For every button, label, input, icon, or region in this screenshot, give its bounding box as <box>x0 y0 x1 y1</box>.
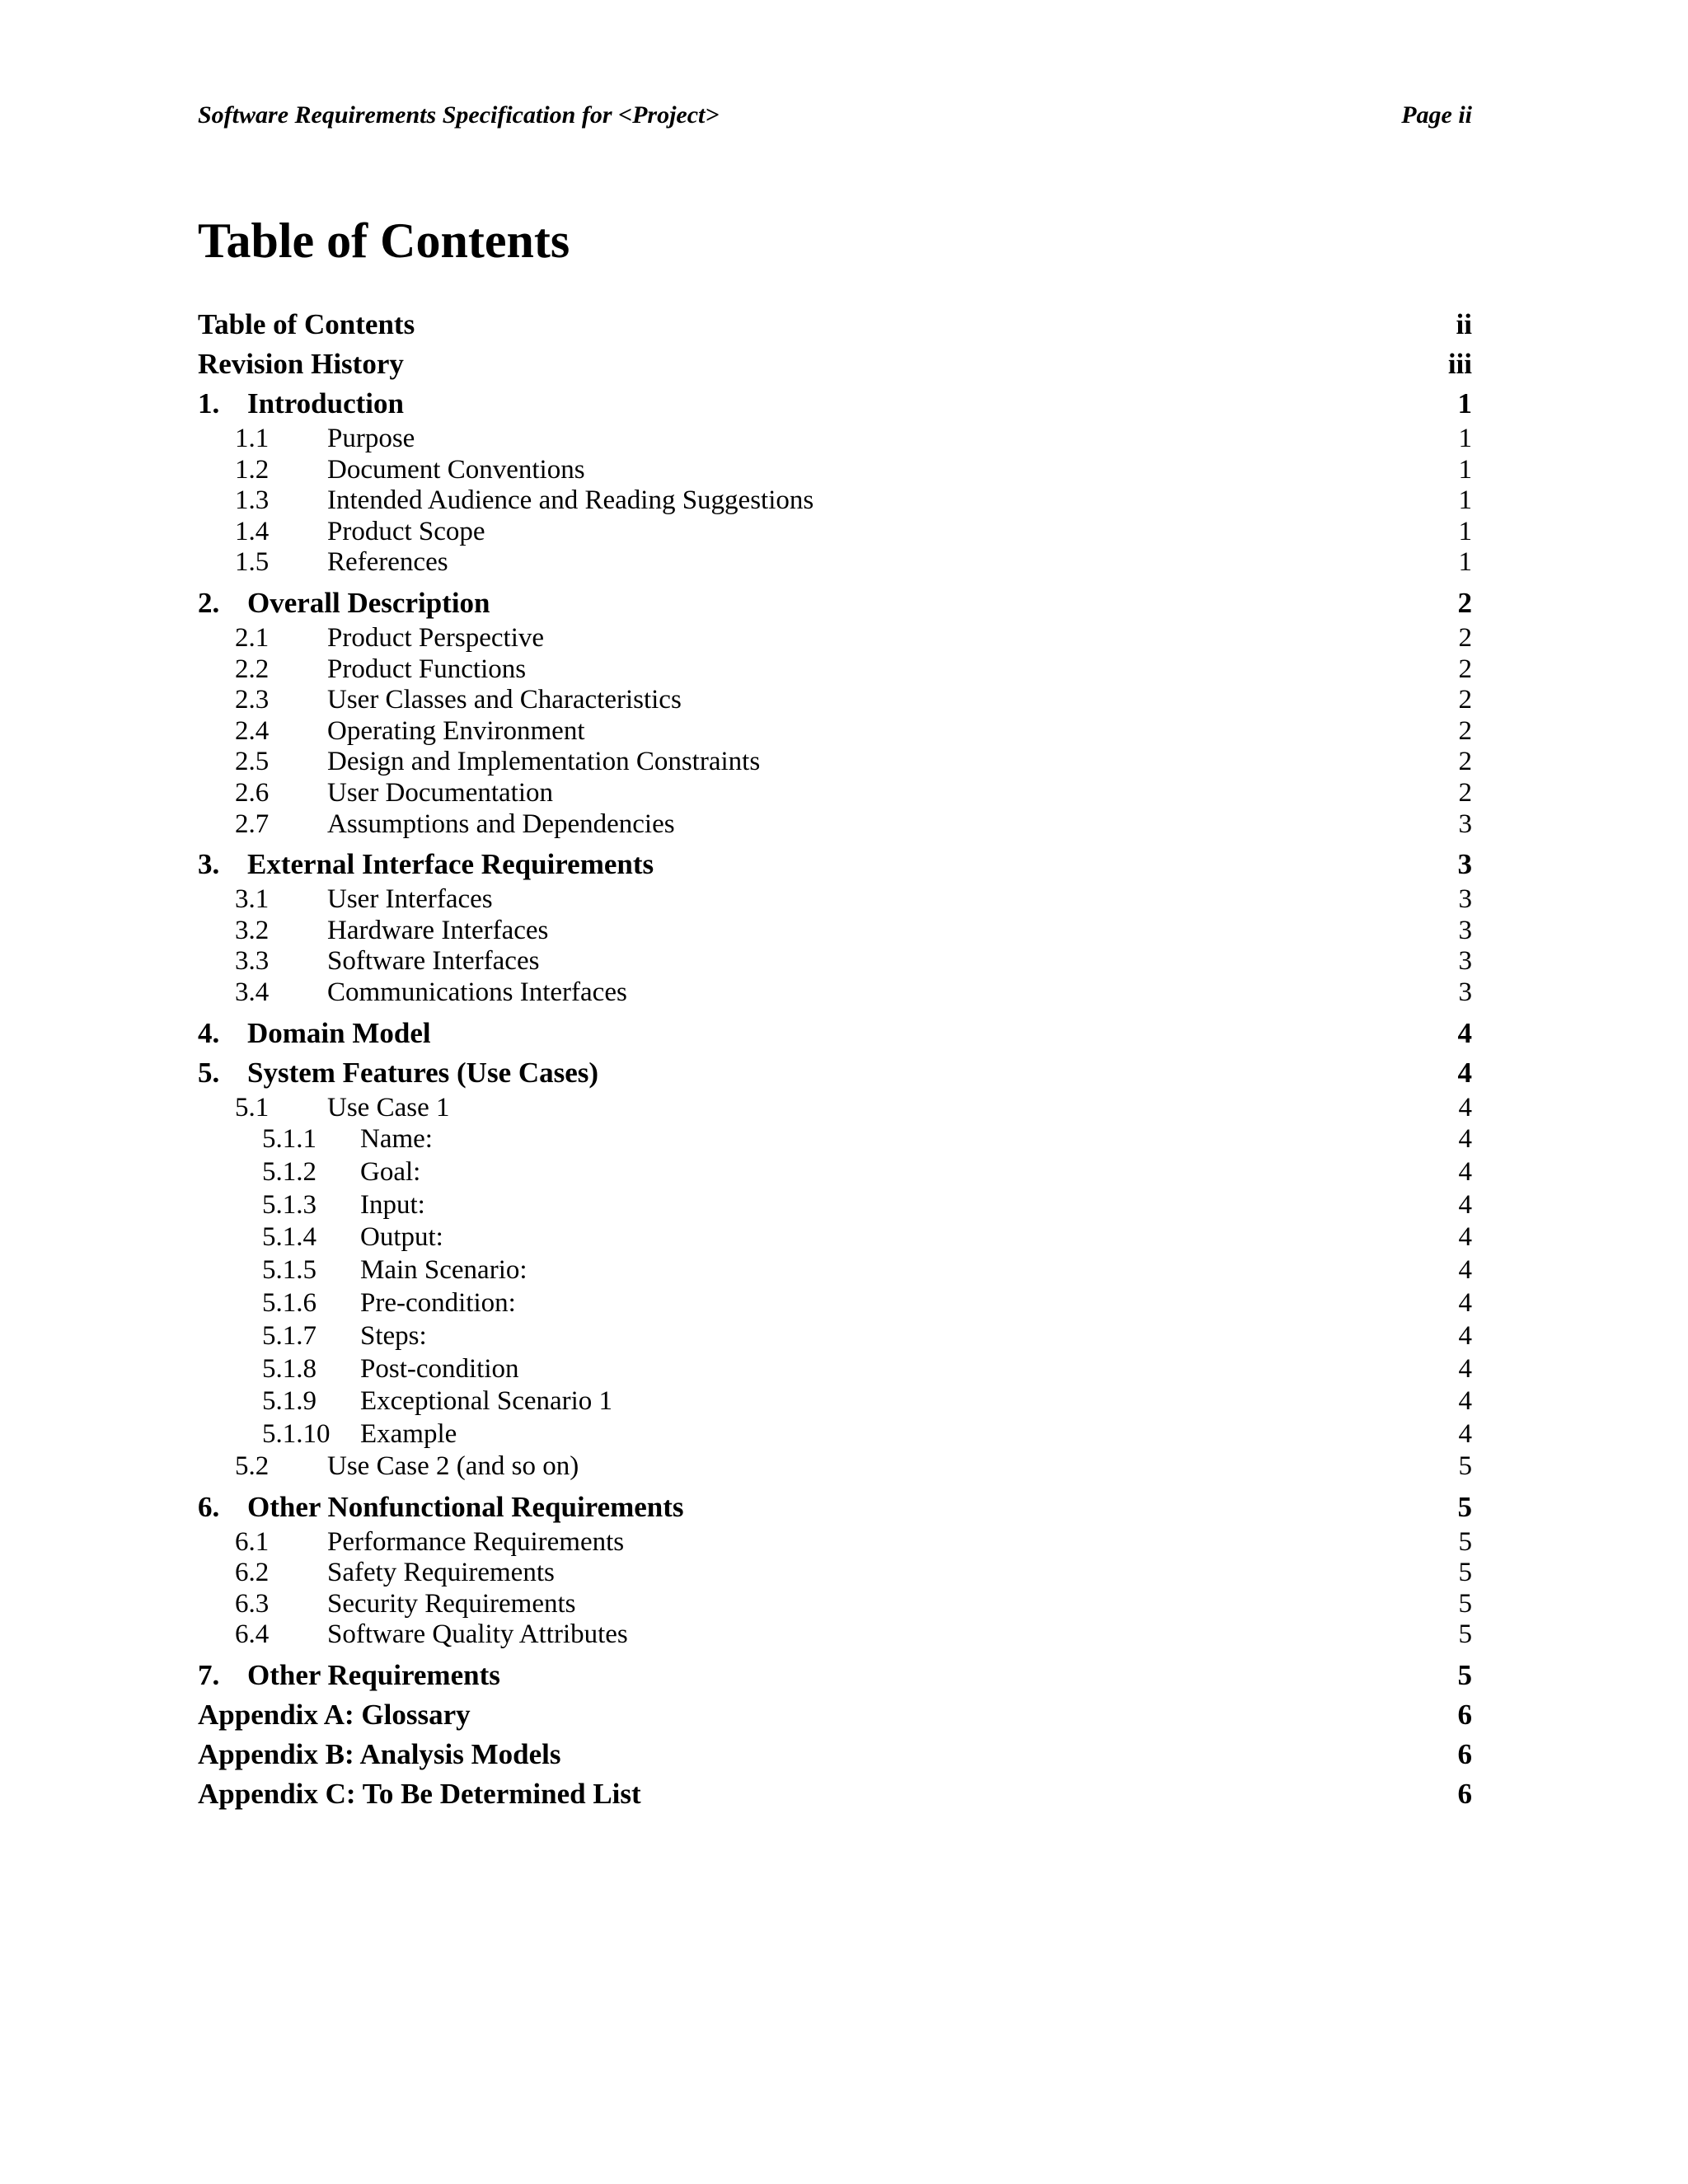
toc-entry-level-3[interactable] <box>198 1418 1472 1451</box>
toc-entry-page: 5 <box>1458 1619 1472 1650</box>
toc-entry-page: 4 <box>1458 1124 1472 1155</box>
toc-entry-page: 3 <box>1458 884 1472 915</box>
toc-entry-label: Other Nonfunctional Requirements <box>247 1490 684 1523</box>
toc-entry-page: 4 <box>1457 1016 1472 1049</box>
toc-entry-page: 2 <box>1458 715 1472 746</box>
toc-entry-level-3[interactable] <box>198 1189 1472 1222</box>
toc-entry-number: 2. <box>198 586 220 619</box>
toc-entry-number: 5.1.9 <box>262 1386 316 1417</box>
toc-entry-page: 3 <box>1458 808 1472 839</box>
toc-entry-level-2[interactable] <box>198 485 1472 517</box>
toc-entry-page: 4 <box>1458 1189 1472 1220</box>
header-document-title: Software Requirements Specification for <Project> <box>198 101 720 129</box>
toc-entry-label: Use Case 2 (and so on) <box>327 1451 579 1482</box>
toc-entry-number: 2.1 <box>235 622 270 653</box>
toc-entry-number: 6.4 <box>235 1619 270 1650</box>
toc-entry-label: Purpose <box>327 424 415 453</box>
toc-entry-label: Hardware Interfaces <box>327 915 549 945</box>
toc-entry-number: 5.1.2 <box>262 1156 316 1187</box>
toc-entry-page: 2 <box>1458 685 1472 715</box>
toc-entry-label: Performance Requirements <box>327 1526 625 1557</box>
toc-entry-level-2[interactable] <box>198 685 1472 716</box>
toc-entry-level-1[interactable] <box>198 1735 1472 1774</box>
toc-entry-label: Other Requirements <box>247 1659 500 1692</box>
toc-entry-number: 5.1.1 <box>262 1124 316 1155</box>
toc-entry-level-3[interactable] <box>198 1385 1472 1418</box>
toc-entry-number: 5.1.7 <box>262 1320 316 1351</box>
toc-entry-level-3[interactable] <box>198 1221 1472 1254</box>
toc-entry-page: 5 <box>1457 1490 1472 1523</box>
toc-entry-label: Document Conventions <box>327 454 585 485</box>
toc-entry-page: 6 <box>1457 1738 1472 1771</box>
toc-entry-page: 1 <box>1458 454 1472 485</box>
toc-entry-level-2[interactable] <box>198 977 1472 1009</box>
toc-entry-number: 5.1.4 <box>262 1222 316 1253</box>
toc-entry-label: Example <box>360 1419 457 1450</box>
toc-entry-number: 1. <box>198 387 220 419</box>
toc-entry-label: Goal: <box>360 1156 421 1187</box>
toc-entry-page: 3 <box>1458 946 1472 977</box>
toc-entry-page: 3 <box>1458 977 1472 1007</box>
toc-entry-level-1[interactable] <box>198 305 1472 344</box>
toc-entry-page: 6 <box>1457 1778 1472 1811</box>
toc-entry-page: 4 <box>1458 1419 1472 1450</box>
toc-entry-number: 2.4 <box>235 715 270 746</box>
toc-entry-label: System Features (Use Cases) <box>247 1056 599 1089</box>
toc-entry-label: Product Scope <box>327 516 485 546</box>
toc-entry-level-1[interactable] <box>198 1695 1472 1735</box>
toc-entry-level-2[interactable] <box>198 1527 1472 1558</box>
toc-entry-label: Overall Description <box>247 586 490 619</box>
toc-entry-number: 5.1.5 <box>262 1255 316 1286</box>
toc-entry-page: 2 <box>1458 777 1472 808</box>
toc-heading: Table of Contents <box>198 213 570 268</box>
toc-entry-level-2[interactable] <box>198 916 1472 947</box>
toc-entry-label: Output: <box>360 1222 443 1253</box>
toc-entry-number: 6.2 <box>235 1558 270 1588</box>
toc-entry-level-3[interactable] <box>198 1123 1472 1156</box>
toc-entry-label: User Classes and Characteristics <box>327 685 682 715</box>
toc-entry-label: Security Requirements <box>327 1588 576 1619</box>
toc-entry-label: Input: <box>360 1189 425 1220</box>
toc-entry-label: References <box>327 547 448 578</box>
toc-entry-number: 2.7 <box>235 808 270 839</box>
toc-entry-page: 1 <box>1458 424 1472 453</box>
toc-entry-page: ii <box>1456 308 1472 340</box>
toc-entry-page: 4 <box>1458 1386 1472 1417</box>
toc-entry-level-1[interactable] <box>198 1053 1472 1093</box>
toc-entry-number: 5.2 <box>235 1451 270 1482</box>
toc-entry-label: Communications Interfaces <box>327 977 627 1007</box>
toc-entry-level-2[interactable] <box>198 455 1472 486</box>
toc-entry-label: Post-condition <box>360 1353 519 1384</box>
toc-entry-number: 2.3 <box>235 685 270 715</box>
toc-entry-page: 6 <box>1457 1699 1472 1732</box>
toc-entry-level-3[interactable] <box>198 1156 1472 1189</box>
toc-entry-level-2[interactable] <box>198 1451 1472 1483</box>
page-header <box>198 99 1472 132</box>
toc-entry-number: 2.2 <box>235 654 270 684</box>
toc-entry-label: External Interface Requirements <box>247 848 654 881</box>
toc-entry-page: iii <box>1447 348 1472 380</box>
toc-entry-label: Product Functions <box>327 654 527 684</box>
toc-entry-page: 4 <box>1458 1092 1472 1122</box>
toc-entry-label: Steps: <box>360 1320 427 1351</box>
toc-entry-label: Revision History <box>198 348 404 380</box>
toc-entry-page: 2 <box>1458 747 1472 777</box>
toc-entry-page: 4 <box>1458 1255 1472 1286</box>
toc-entry-page: 4 <box>1458 1320 1472 1351</box>
toc-entry-level-2[interactable] <box>198 1093 1472 1124</box>
toc-entry-level-1[interactable] <box>198 845 1472 884</box>
toc-entry-level-2[interactable] <box>198 1619 1472 1651</box>
toc-entry-page: 5 <box>1458 1588 1472 1619</box>
toc-entry-level-1[interactable] <box>198 1014 1472 1053</box>
header-page-number: Page ii <box>1401 101 1472 129</box>
toc-entry-page: 1 <box>1457 387 1472 419</box>
toc-entry-label: Table of Contents <box>198 308 415 340</box>
toc-entry-level-3[interactable] <box>198 1353 1472 1386</box>
toc-entry-label: User Documentation <box>327 777 554 808</box>
toc-entry-level-1[interactable] <box>198 1656 1472 1695</box>
toc-entry-level-3[interactable] <box>198 1254 1472 1287</box>
toc-entry-label: Pre-condition: <box>360 1288 516 1319</box>
toc-entry-number: 6.1 <box>235 1526 270 1557</box>
toc-entry-label: User Interfaces <box>327 884 493 915</box>
toc-entry-number: 5. <box>198 1056 220 1089</box>
toc-entry-level-1[interactable] <box>198 583 1472 623</box>
toc-entry-page: 5 <box>1457 1659 1472 1692</box>
toc-entry-level-2[interactable] <box>198 424 1472 455</box>
toc-entry-level-3[interactable] <box>198 1320 1472 1353</box>
toc-entry-page: 5 <box>1458 1451 1472 1482</box>
toc-entry-level-1[interactable] <box>198 1488 1472 1527</box>
toc-entry-number: 4. <box>198 1016 220 1049</box>
toc-entry-label: Assumptions and Dependencies <box>327 808 675 839</box>
toc-entry-label: Appendix B: Analysis Models <box>198 1738 561 1771</box>
toc-entry-level-2[interactable] <box>198 716 1472 748</box>
toc-entry-level-2[interactable] <box>198 809 1472 841</box>
toc-entry-page: 2 <box>1458 654 1472 684</box>
toc-entry-label: Software Quality Attributes <box>327 1619 628 1650</box>
toc-entry-number: 5.1 <box>235 1092 270 1122</box>
toc-entry-label: Introduction <box>247 387 404 419</box>
toc-entry-label: Name: <box>360 1124 433 1155</box>
toc-entry-number: 2.5 <box>235 747 270 777</box>
toc-entry-page: 1 <box>1458 485 1472 516</box>
toc-entry-number: 7. <box>198 1659 220 1692</box>
toc-entry-number: 2.6 <box>235 777 270 808</box>
toc-entry-number: 5.1.3 <box>262 1189 316 1220</box>
toc-entry-number: 1.4 <box>235 516 270 546</box>
toc-entry-page: 4 <box>1458 1222 1472 1253</box>
toc-entry-level-2[interactable] <box>198 623 1472 654</box>
toc-entry-number: 5.1.6 <box>262 1288 316 1319</box>
table-of-contents <box>198 305 1472 1814</box>
toc-entry-page: 4 <box>1457 1056 1472 1089</box>
toc-entry-level-3[interactable] <box>198 1287 1472 1320</box>
toc-entry-number: 1.5 <box>235 547 270 578</box>
toc-entry-number: 1.1 <box>235 424 270 453</box>
toc-entry-page: 2 <box>1457 586 1472 619</box>
toc-entry-number: 6. <box>198 1490 220 1523</box>
toc-entry-page: 1 <box>1458 547 1472 578</box>
toc-entry-label: Safety Requirements <box>327 1558 555 1588</box>
toc-entry-page: 2 <box>1458 622 1472 653</box>
toc-entry-level-2[interactable] <box>198 1589 1472 1620</box>
toc-entry-page: 4 <box>1458 1156 1472 1187</box>
toc-entry-level-2[interactable] <box>198 884 1472 916</box>
toc-entry-label: Domain Model <box>247 1016 431 1049</box>
toc-entry-label: Operating Environment <box>327 715 585 746</box>
toc-entry-page: 5 <box>1458 1526 1472 1557</box>
toc-entry-level-2[interactable] <box>198 778 1472 809</box>
toc-entry-page: 1 <box>1458 516 1472 546</box>
toc-entry-label: Use Case 1 <box>327 1092 450 1122</box>
toc-entry-level-2[interactable] <box>198 547 1472 579</box>
toc-entry-level-2[interactable] <box>198 747 1472 778</box>
toc-entry-level-2[interactable] <box>198 946 1472 977</box>
toc-entry-level-1[interactable] <box>198 1774 1472 1814</box>
toc-entry-number: 1.2 <box>235 454 270 485</box>
toc-entry-label: Design and Implementation Constraints <box>327 747 761 777</box>
toc-entry-level-2[interactable] <box>198 517 1472 548</box>
toc-entry-page: 4 <box>1458 1353 1472 1384</box>
toc-entry-level-2[interactable] <box>198 654 1472 686</box>
toc-entry-number: 3.2 <box>235 915 270 945</box>
toc-entry-level-1[interactable] <box>198 344 1472 384</box>
toc-entry-label: Software Interfaces <box>327 946 540 977</box>
toc-entry-level-1[interactable] <box>198 384 1472 424</box>
toc-entry-page: 5 <box>1458 1558 1472 1588</box>
toc-entry-label: Appendix A: Glossary <box>198 1699 471 1732</box>
toc-entry-number: 6.3 <box>235 1588 270 1619</box>
toc-entry-label: Exceptional Scenario 1 <box>360 1386 613 1417</box>
toc-entry-label: Main Scenario: <box>360 1255 528 1286</box>
toc-entry-label: Product Perspective <box>327 622 545 653</box>
toc-entry-number: 3. <box>198 848 220 881</box>
toc-entry-number: 5.1.10 <box>262 1419 331 1450</box>
toc-entry-number: 3.4 <box>235 977 270 1007</box>
toc-entry-page: 3 <box>1457 848 1472 881</box>
toc-entry-page: 3 <box>1458 915 1472 945</box>
toc-entry-number: 3.1 <box>235 884 270 915</box>
toc-entry-page: 4 <box>1458 1288 1472 1319</box>
toc-entry-label: Intended Audience and Reading Suggestions <box>327 485 814 516</box>
toc-entry-label: Appendix C: To Be Determined List <box>198 1778 641 1811</box>
toc-entry-level-2[interactable] <box>198 1558 1472 1589</box>
toc-entry-number: 3.3 <box>235 946 270 977</box>
toc-entry-number: 1.3 <box>235 485 270 516</box>
toc-entry-number: 5.1.8 <box>262 1353 316 1384</box>
